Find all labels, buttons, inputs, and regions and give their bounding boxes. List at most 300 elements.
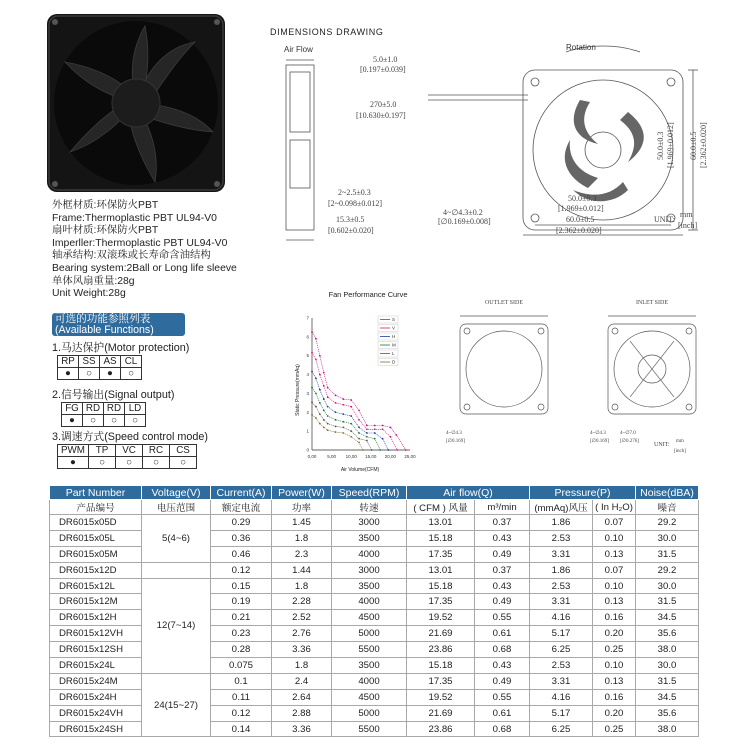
data-point-S: [315, 338, 317, 340]
table-cell: 0.11: [211, 689, 272, 705]
hole-label: [∅0.169]: [446, 439, 465, 444]
data-point-S: [390, 426, 392, 428]
table-cell: 19.52: [407, 689, 475, 705]
fan-performance-chart: [292, 288, 414, 474]
sub-header: 电压范围: [142, 500, 211, 515]
dim-text: [0.197±0.039]: [360, 65, 406, 74]
data-point-M: [323, 410, 325, 412]
sub-header: m³/min: [475, 500, 530, 515]
option-mark: ○: [83, 415, 104, 427]
data-point-S: [405, 449, 407, 451]
table-cell: DR6015x12D: [50, 562, 142, 578]
x-tick-label: 0,00: [307, 454, 317, 459]
table-cell: 17.35: [407, 546, 475, 562]
data-point-D: [311, 414, 313, 416]
table-cell: 0.20: [593, 626, 636, 642]
table-cell: 6.25: [530, 642, 593, 658]
hole-label: 4~∅7.0: [620, 431, 636, 436]
table-cell: 15.18: [407, 530, 475, 546]
table-cell: 3500: [332, 658, 407, 674]
spec-line: 轴承结构:双滚珠或长寿命含油结构: [52, 250, 211, 262]
group-title: 1.马达保护(Motor protection): [52, 342, 190, 354]
table-cell: 0.43: [475, 530, 530, 546]
option-mark: ●: [58, 368, 79, 380]
spec-line: 扇叶材质:环保防火PBT: [52, 225, 159, 237]
table-cell: 0.55: [475, 689, 530, 705]
data-point-L: [358, 438, 360, 440]
x-tick-label: 10,00: [345, 454, 357, 459]
data-point-M: [374, 438, 376, 440]
data-point-V: [396, 449, 398, 451]
table-cell: 2.88: [272, 705, 332, 721]
data-point-L: [311, 401, 313, 403]
data-point-M: [315, 393, 317, 395]
data-point-S: [358, 410, 360, 412]
data-point-M: [311, 387, 313, 389]
group-title: 2.信号输出(Signal output): [52, 389, 175, 401]
option-label: RC: [143, 445, 170, 457]
table-cell: 0.10: [593, 578, 636, 594]
data-point-H: [327, 406, 329, 408]
table-cell: 31.5: [636, 673, 699, 689]
data-point-V: [335, 402, 337, 404]
table-cell: 0.37: [475, 515, 530, 531]
table-cell: 0.43: [475, 658, 530, 674]
table-cell: 3500: [332, 578, 407, 594]
table-cell: 0.25: [593, 642, 636, 658]
side-views: [440, 296, 710, 460]
table-cell: 31.5: [636, 594, 699, 610]
data-point-M: [319, 402, 321, 404]
data-point-H: [335, 411, 337, 413]
available-functions-badge: [52, 313, 185, 336]
dim-text: [1.969±0.012]: [666, 122, 675, 168]
option-label: LD: [125, 403, 146, 415]
data-point-D: [350, 436, 352, 438]
option-mark: ●: [58, 457, 89, 469]
data-point-L: [342, 426, 344, 428]
option-label: SS: [79, 356, 100, 368]
subheader-row: [50, 500, 699, 515]
table-cell: 0.37: [475, 562, 530, 578]
data-point-V: [342, 404, 344, 406]
table-cell: DR6015x24H: [50, 689, 142, 705]
material-specs: [52, 200, 237, 301]
dim-text: [1.969±0.012]: [558, 204, 604, 213]
col-header: Voltage(V): [142, 486, 211, 500]
table-cell: 4500: [332, 689, 407, 705]
data-point-M: [366, 436, 368, 438]
data-point-H: [358, 426, 360, 428]
table-cell: 1.45: [272, 515, 332, 531]
table-cell: 31.5: [636, 546, 699, 562]
table-cell: 0.28: [211, 642, 272, 658]
table-cell: 34.5: [636, 689, 699, 705]
data-point-H: [374, 432, 376, 434]
table-cell: 0.13: [593, 594, 636, 610]
unit-mm: mm: [676, 439, 684, 444]
table-cell: 2.53: [530, 578, 593, 594]
available-title-cn: 可选的功能参照列表: [55, 313, 151, 325]
voltage-cell: 12(7~14): [142, 578, 211, 673]
table-cell: 1.86: [530, 515, 593, 531]
data-point-D: [319, 423, 321, 425]
data-point-L: [335, 426, 337, 428]
table-cell: 0.19: [211, 594, 272, 610]
group-motor-protection: [52, 340, 189, 380]
data-point-V: [390, 436, 392, 438]
table-cell: 29.2: [636, 562, 699, 578]
data-point-V: [358, 419, 360, 421]
table-cell: 0.20: [593, 705, 636, 721]
table-cell: 5500: [332, 721, 407, 737]
col-header: Power(W): [272, 486, 332, 500]
col-header: Part Number: [50, 486, 142, 500]
data-point-V: [327, 396, 329, 398]
available-title-en: (Available Functions): [55, 323, 154, 336]
table-cell: DR6015x12VH: [50, 626, 142, 642]
option-mark: ○: [79, 368, 100, 380]
option-label: AS: [100, 356, 121, 368]
air-flow-label: Air Flow: [284, 45, 313, 54]
table-cell: 0.16: [593, 689, 636, 705]
table-cell: 15.18: [407, 658, 475, 674]
col-header: Noise(dBA): [636, 486, 699, 500]
data-point-S: [395, 434, 397, 436]
col-header: Pressure(P): [530, 486, 636, 500]
table-cell: 0.46: [211, 546, 272, 562]
series-line-M: [312, 388, 380, 450]
table-cell: 2.4: [272, 673, 332, 689]
legend-label-H: H: [392, 334, 396, 339]
dim-text: 4~∅4.3±0.2: [443, 208, 483, 217]
table-cell: 0.61: [475, 705, 530, 721]
voltage-cell: [142, 562, 211, 578]
voltage-cell: 24(15~27): [142, 673, 211, 737]
table-row: [50, 515, 699, 531]
spec-line: Bearing system:2Ball or Long life sleeve: [52, 262, 237, 274]
data-point-V: [374, 428, 376, 430]
option-table: [61, 402, 146, 427]
table-cell: 4000: [332, 594, 407, 610]
option-mark: ○: [116, 457, 143, 469]
table-cell: 13.01: [407, 515, 475, 531]
data-point-L: [319, 413, 321, 415]
data-point-V: [366, 428, 368, 430]
unit-inch: [inch]: [678, 221, 698, 230]
option-label: PWM: [58, 445, 89, 457]
data-point-L: [371, 449, 373, 451]
option-mark: ○: [89, 457, 116, 469]
table-cell: DR6015x12SH: [50, 642, 142, 658]
dim-text: [∅0.169±0.008]: [438, 217, 491, 226]
spec-table: [49, 485, 699, 737]
table-cell: 2.28: [272, 594, 332, 610]
chart-title: Fan Performance Curve: [328, 290, 408, 299]
table-cell: 2.3: [272, 546, 332, 562]
table-cell: 0.23: [211, 626, 272, 642]
data-point-S: [335, 394, 337, 396]
x-tick-label: 15,00: [365, 454, 377, 459]
x-tick-label: 20,00: [384, 454, 397, 459]
col-header: Speed(RPM): [332, 486, 407, 500]
table-cell: 4500: [332, 610, 407, 626]
group-title: 3.调速方式(Speed control mode): [52, 431, 209, 443]
table-cell: 3.36: [272, 642, 332, 658]
table-cell: 5000: [332, 705, 407, 721]
table-cell: 21.69: [407, 626, 475, 642]
table-cell: 4000: [332, 673, 407, 689]
table-cell: 0.36: [211, 530, 272, 546]
data-point-H: [323, 398, 325, 400]
sub-header: 噪音: [636, 500, 699, 515]
dimensions-drawing: [268, 40, 718, 240]
legend-label-M: M: [392, 342, 396, 348]
table-cell: DR6015x24VH: [50, 705, 142, 721]
table-cell: 0.21: [211, 610, 272, 626]
data-point-S: [311, 331, 313, 333]
table-cell: 5.17: [530, 705, 593, 721]
dim-text: 15.3±0.5: [336, 215, 365, 224]
table-cell: 2.76: [272, 626, 332, 642]
dim-text: 2~2.5±0.3: [338, 188, 371, 197]
option-mark: ○: [104, 415, 125, 427]
table-cell: 1.44: [272, 562, 332, 578]
table-cell: 23.86: [407, 721, 475, 737]
table-cell: 3000: [332, 515, 407, 531]
table-cell: 17.35: [407, 673, 475, 689]
data-point-S: [319, 355, 321, 357]
legend-label-S: S: [392, 317, 396, 322]
table-cell: 0.075: [211, 658, 272, 674]
data-point-D: [358, 442, 360, 444]
table-cell: 0.61: [475, 626, 530, 642]
option-label: RD: [83, 403, 104, 415]
data-point-M: [327, 415, 329, 417]
unit-label: UNIT:: [654, 215, 675, 224]
col-header: Current(A): [211, 486, 272, 500]
table-cell: 4.16: [530, 689, 593, 705]
table-cell: 1.8: [272, 658, 332, 674]
table-cell: 4000: [332, 546, 407, 562]
sub-header: (mmAq)风压: [530, 500, 593, 515]
group-signal-output: [52, 387, 174, 427]
table-cell: 2.52: [272, 610, 332, 626]
drawing-title: DIMENSIONS DRAWING: [270, 27, 384, 37]
table-cell: 1.86: [530, 562, 593, 578]
table-cell: 3.31: [530, 594, 593, 610]
table-cell: 29.2: [636, 515, 699, 531]
data-point-M: [358, 432, 360, 434]
y-tick-label: 2: [306, 409, 309, 415]
table-cell: 0.29: [211, 515, 272, 531]
table-cell: 34.5: [636, 610, 699, 626]
option-mark: ○: [121, 368, 142, 380]
option-label: CS: [170, 445, 197, 457]
table-cell: 3.31: [530, 673, 593, 689]
table-cell: 13.01: [407, 562, 475, 578]
hole-label: [∅0.276]: [620, 439, 639, 444]
option-table: [57, 444, 197, 469]
group-speed-control: [52, 429, 208, 469]
table-cell: 0.16: [593, 610, 636, 626]
y-tick-label: 1: [306, 428, 309, 434]
data-point-S: [342, 398, 344, 400]
data-point-S: [327, 387, 329, 389]
fan-product-photo: [45, 12, 227, 194]
table-cell: 35.6: [636, 705, 699, 721]
x-tick-label: 5,00: [327, 454, 336, 459]
data-point-H: [315, 377, 317, 379]
unit-inch: [inch]: [674, 449, 686, 454]
data-point-V: [350, 406, 352, 408]
table-cell: 21.69: [407, 705, 475, 721]
outlet-side-label: OUTLET SIDE: [484, 300, 524, 306]
data-point-D: [315, 417, 317, 419]
table-cell: 2.53: [530, 530, 593, 546]
data-point-H: [319, 389, 321, 391]
y-tick-label: 6: [306, 334, 309, 340]
dim-text: [2~0.098±0.012]: [328, 199, 383, 208]
table-cell: 0.25: [593, 721, 636, 737]
table-cell: 0.55: [475, 610, 530, 626]
table-cell: DR6015x05L: [50, 530, 142, 546]
sub-header: 转速: [332, 500, 407, 515]
table-cell: 30.0: [636, 658, 699, 674]
data-point-H: [311, 371, 313, 373]
table-cell: 3000: [332, 562, 407, 578]
table-cell: DR6015x12H: [50, 610, 142, 626]
option-label: CL: [121, 356, 142, 368]
table-cell: DR6015x12L: [50, 578, 142, 594]
data-point-H: [388, 449, 390, 451]
hole-label: 4~∅4.3: [590, 431, 606, 436]
series-line-L: [312, 402, 372, 450]
data-point-S: [374, 425, 376, 427]
option-table: [57, 355, 142, 380]
table-cell: 38.0: [636, 721, 699, 737]
table-cell: 0.49: [475, 546, 530, 562]
table-cell: 0.49: [475, 594, 530, 610]
data-point-L: [315, 406, 317, 408]
table-cell: 0.07: [593, 515, 636, 531]
table-cell: 2.53: [530, 658, 593, 674]
header-row: [50, 486, 699, 500]
unit-label: UNIT:: [654, 442, 670, 448]
data-point-D: [362, 449, 364, 451]
data-point-M: [350, 423, 352, 425]
voltage-cell: 5(4~6): [142, 515, 211, 563]
spec-line: 外框材质:环保防火PBT: [52, 200, 159, 211]
sub-header: ( CFM ) 风量: [407, 500, 475, 515]
legend-label-D: D: [392, 359, 396, 365]
table-cell: 17.35: [407, 594, 475, 610]
unit-mm: mm: [680, 210, 693, 219]
data-point-S: [323, 372, 325, 374]
sub-header: 产品编号: [50, 500, 142, 515]
spec-line: 单体风扇重量:28g: [52, 275, 135, 287]
table-cell: 1.8: [272, 530, 332, 546]
data-point-D: [342, 432, 344, 434]
table-cell: DR6015x24M: [50, 673, 142, 689]
table-cell: 0.15: [211, 578, 272, 594]
table-cell: 30.0: [636, 578, 699, 594]
table-cell: 6.25: [530, 721, 593, 737]
dim-text: [10.630±0.197]: [356, 111, 406, 120]
legend-label-L: L: [392, 351, 395, 356]
table-cell: 0.07: [593, 562, 636, 578]
table-cell: DR6015x12M: [50, 594, 142, 610]
table-cell: 0.13: [593, 546, 636, 562]
table-cell: 3500: [332, 530, 407, 546]
spec-line: Frame:Thermoplastic PBT UL94-V0: [52, 212, 217, 224]
option-label: RD: [104, 403, 125, 415]
dim-text: 270±5.0: [370, 100, 397, 109]
inlet-side-label: INLET SIDE: [635, 300, 669, 306]
data-point-V: [315, 359, 317, 361]
data-point-H: [366, 432, 368, 434]
chart-xlabel: Air Volume(CFM): [340, 467, 380, 473]
data-point-L: [350, 430, 352, 432]
y-tick-label: 7: [306, 315, 309, 321]
dim-text: 5.0±1.0: [373, 55, 398, 64]
data-point-D: [327, 429, 329, 431]
data-point-H: [350, 415, 352, 417]
data-point-V: [323, 385, 325, 387]
table-cell: 2.64: [272, 689, 332, 705]
table-cell: 4.16: [530, 610, 593, 626]
table-row: [50, 562, 699, 578]
table-cell: DR6015x05M: [50, 546, 142, 562]
dim-text: [2.362±0.020]: [699, 122, 708, 168]
dim-text: [0.602±0.020]: [328, 226, 374, 235]
data-point-S: [382, 425, 384, 427]
option-label: RP: [58, 356, 79, 368]
dim-text: 60.0±0.5: [566, 215, 595, 224]
table-row: [50, 578, 699, 594]
legend-label-V: V: [392, 325, 396, 331]
data-point-L: [323, 419, 325, 421]
spec-line: Unit Weight:28g: [52, 288, 126, 300]
dim-text: [2.362±0.020]: [556, 226, 602, 235]
table-cell: 35.6: [636, 626, 699, 642]
data-point-H: [342, 413, 344, 415]
data-point-V: [311, 352, 313, 354]
table-cell: 5.17: [530, 626, 593, 642]
option-label: VC: [116, 445, 143, 457]
table-cell: 0.14: [211, 721, 272, 737]
option-mark: ●: [100, 368, 121, 380]
table-row: [50, 673, 699, 689]
sub-header: ( In H₂O): [593, 500, 636, 515]
data-point-D: [323, 426, 325, 428]
table-cell: 0.12: [211, 562, 272, 578]
x-tick-label: 25,00: [404, 454, 416, 459]
table-cell: DR6015x24SH: [50, 721, 142, 737]
table-cell: 30.0: [636, 530, 699, 546]
table-cell: 38.0: [636, 642, 699, 658]
data-point-L: [366, 440, 368, 442]
table-cell: 0.68: [475, 721, 530, 737]
y-tick-label: 5: [306, 353, 309, 359]
option-mark: ○: [170, 457, 197, 469]
hole-label: 4~∅4.3: [446, 431, 462, 436]
data-point-D: [335, 431, 337, 433]
data-point-L: [327, 423, 329, 425]
table-cell: 3.36: [272, 721, 332, 737]
data-point-S: [350, 399, 352, 401]
table-cell: 3.31: [530, 546, 593, 562]
